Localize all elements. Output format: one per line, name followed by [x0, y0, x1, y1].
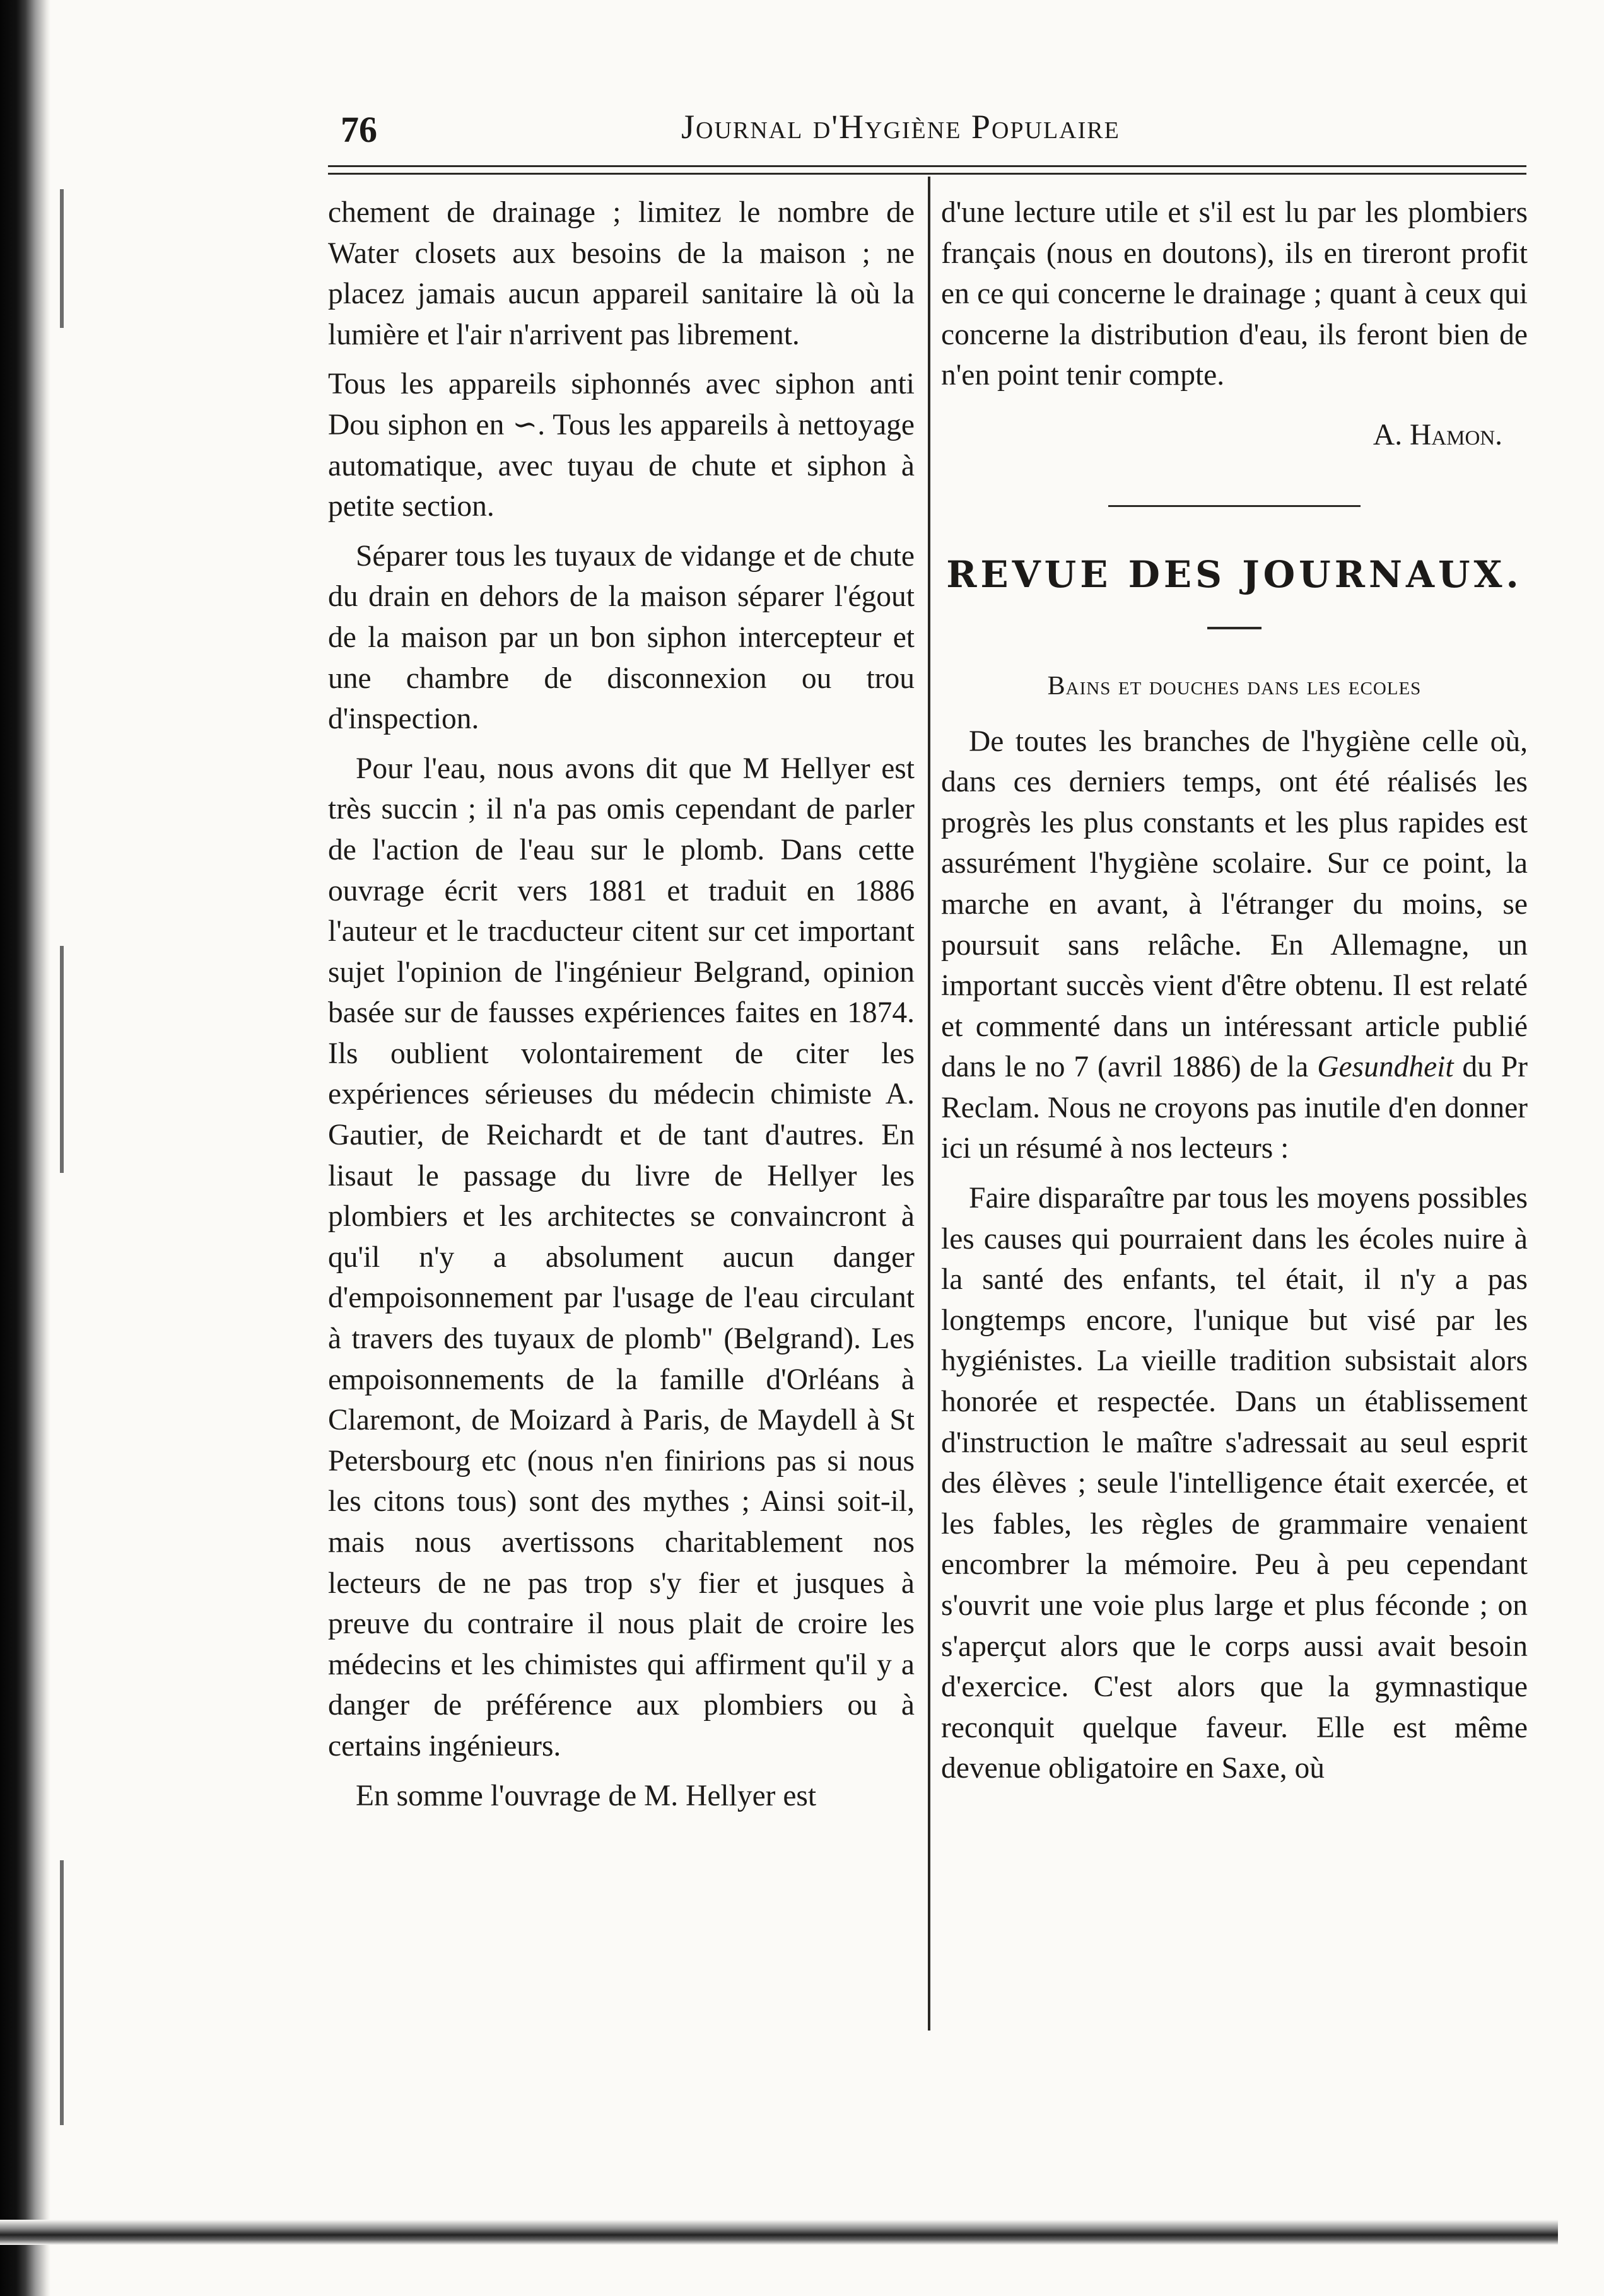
page-number: 76	[341, 109, 377, 150]
paragraph: En somme l'ouvrage de M. Hellyer est	[356, 1779, 817, 1812]
paragraph: Séparer tous les tuyaux de vidange et de chute du drain en dehors de la maison séparer l'égout de la maison par un bon siphon intercepteur et une chambre de disconnexion ou trou d'inspection.	[328, 539, 915, 736]
running-title: Journal d'Hygiène Populaire	[681, 108, 1120, 146]
right-column	[941, 192, 1528, 1798]
binding-mark	[60, 189, 64, 328]
paragraph-text: du Pr Reclam. Nous ne croyons pas inutile d'en donner ici un résumé à nos lecteurs :	[941, 1051, 1528, 1165]
paragraph-text: De toutes les branches de l'hygiène celle où, dans ces derniers temps, ont été réalisés les progrès les plus constants et les plus rapides est assurément l'hygiène scolaire. Sur ce point, la marche en avant, à l'étranger du moins, se poursuit sans relâche. En Allemagne, un important succès vient d'être obtenu. Il est relaté et commenté dans un intéressant article publié dans le no 7 (avril 1886) de la	[941, 725, 1528, 1084]
paragraph	[941, 721, 1528, 1170]
paragraph: Faire disparaître par tous les moyens possibles les causes qui pourraient dans les écoles nuire à la santé des enfants, tel était, il n'y a pas longtemps encore, l'unique but visé par les hygiénistes. La vieille tradition subsistait alors honorée et respectée. Dans un établissement d'instruction le maître s'adressait au seul esprit des élèves ; seule l'intelligence était exercée, et les fables, les règles de grammaire venaient encombrer la mémoire. Peu à peu cependant s'ouvrit une voie plus large et plus féconde ; on s'aperçut alors que le corps aussi avait besoin d'exercice. C'est alors que la gymnastique reconquit quelque faveur. Elle est même devenue obligatoire en Saxe, où	[941, 1182, 1528, 1785]
header-rule	[328, 173, 1526, 175]
page-bottom-edge	[0, 2220, 1558, 2245]
binding-mark	[60, 1860, 64, 2125]
section-separator	[1108, 505, 1361, 507]
article-subheading: Bains et douches dans les ecoles	[1047, 672, 1422, 701]
header-rule	[328, 165, 1526, 167]
journal-title: Gesundheit	[1317, 1051, 1454, 1084]
paragraph: chement de drainage ; limitez le nombre de Water closets aux besoins de la maison ; ne placez jamais aucun appareil sanitaire là où la lumière et l'air n'arrivent pas librement.	[328, 196, 915, 351]
paragraph: Pour l'eau, nous avons dit que M Hellyer est très succin ; il n'a pas omis cependant de parler de l'action de l'eau sur le plomb. Dans cette ouvrage écrit vers 1881 et traduit en 1886 l'auteur et le tracducteur citent sur cet important sujet l'opinion de l'ingénieur Belgrand, opinion basée sur de fausses expériences faites en 1874. Ils oublient volontairement de citer les expériences sérieuses du médecin chimiste A. Gautier, de Reichardt et de tant d'autres. En lisaut le passage du livre de Hellyer les plombiers et les architectes se convaincront à qu'il n'y a absolument aucun danger d'empoisonnement par l'usage de l'eau circulant à travers des tuyaux de plomb" (Belgrand). Les empoisonnements de la famille d'Orléans à Claremont, de Moizard à Paris, de Maydell à St Petersbourg etc (nous n'en finirions pas si nous les citons tous) sont des mythes ; Ainsi soit-il, mais nous avertissons charitablement nos lecteurs de ne pas trop s'y fier et jusques à preuve du contraire il nous plait de croire les médecins et les chimistes qui affirment qu'il y a danger de préférence aux plombiers ou à certains ingénieurs.	[328, 752, 915, 1763]
left-column	[328, 192, 915, 1825]
heading-rule	[1207, 627, 1262, 629]
page-binding-edge	[0, 0, 50, 2296]
paragraph: Tous les appareils siphonnés avec siphon anti Dou siphon en ∽. Tous les appareils à nettoyage automatique, avec tuyau de chute et siphon à petite section.	[328, 368, 915, 523]
binding-mark	[60, 946, 64, 1173]
section-heading: REVUE DES JOURNAUX.	[946, 552, 1523, 596]
paragraph: d'une lecture utile et s'il est lu par les plombiers français (nous en doutons), ils en tireront profit en ce qui concerne le drainage ; quant à ceux qui concerne la distribution d'eau, ils feront bien de n'en point tenir compte.	[941, 196, 1528, 392]
author-signature: A. Hamon.	[1373, 418, 1502, 452]
column-divider	[928, 177, 930, 2031]
